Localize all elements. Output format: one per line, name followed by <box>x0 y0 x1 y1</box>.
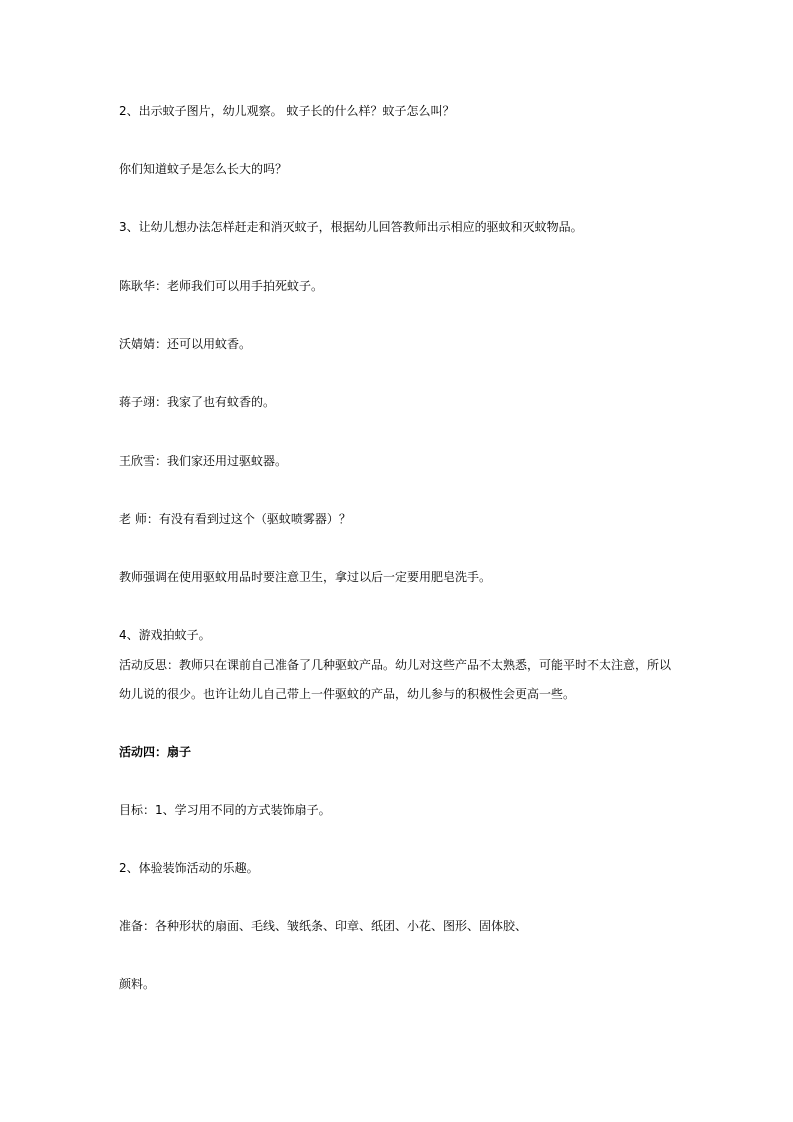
preparation-materials: 准备：各种形状的扇面、毛线、皱纸条、印章、纸团、小花、图形、固体胶、 <box>119 919 528 933</box>
goal-2: 2、体验装饰活动的乐趣。 <box>119 861 259 875</box>
activity-4-heading: 活动四：扇子 <box>119 745 192 759</box>
preparation-materials-cont: 颜料。 <box>119 977 156 991</box>
step-3-get-rid-of-mosquitoes: 3、让幼儿想办法怎样赶走和消灭蚊子，根据幼儿回答教师出示相应的驱蚊和灭蚊物品。 <box>119 220 583 234</box>
question-mosquito-growth: 你们知道蚊子是怎么长大的吗？ <box>119 162 288 176</box>
child-answer-3: 蒋子翊：我家了也有蚊香的。 <box>119 395 276 409</box>
reflection-line-1: 活动反思：教师只在课前自己准备了几种驱蚊产品。幼儿对这些产品不太熟悉，可能平时不太注意，所以 <box>119 658 672 672</box>
reflection-line-2: 幼儿说的很少。也许让幼儿自己带上一件驱蚊的产品，幼儿参与的积极性会更高一些。 <box>119 687 576 701</box>
step-2-show-mosquito-picture: 2、出示蚊子图片，幼儿观察。 蚊子长的什么样？蚊子怎么叫？ <box>119 104 455 118</box>
teacher-question: 老 师：有没有看到过这个（驱蚊喷雾器）？ <box>119 512 351 526</box>
teacher-emphasis: 教师强调在使用驱蚊用品时要注意卫生，拿过以后一定要用肥皂洗手。 <box>119 570 492 584</box>
child-answer-1: 陈耿华：老师我们可以用手拍死蚊子。 <box>119 279 324 293</box>
step-4-game: 4、游戏拍蚊子。 <box>119 628 211 642</box>
child-answer-2: 沃婧婧：还可以用蚊香。 <box>119 337 252 351</box>
child-answer-4: 王欣雪：我们家还用过驱蚊器。 <box>119 454 288 468</box>
goal-1: 目标：1、学习用不同的方式装饰扇子。 <box>119 803 331 817</box>
